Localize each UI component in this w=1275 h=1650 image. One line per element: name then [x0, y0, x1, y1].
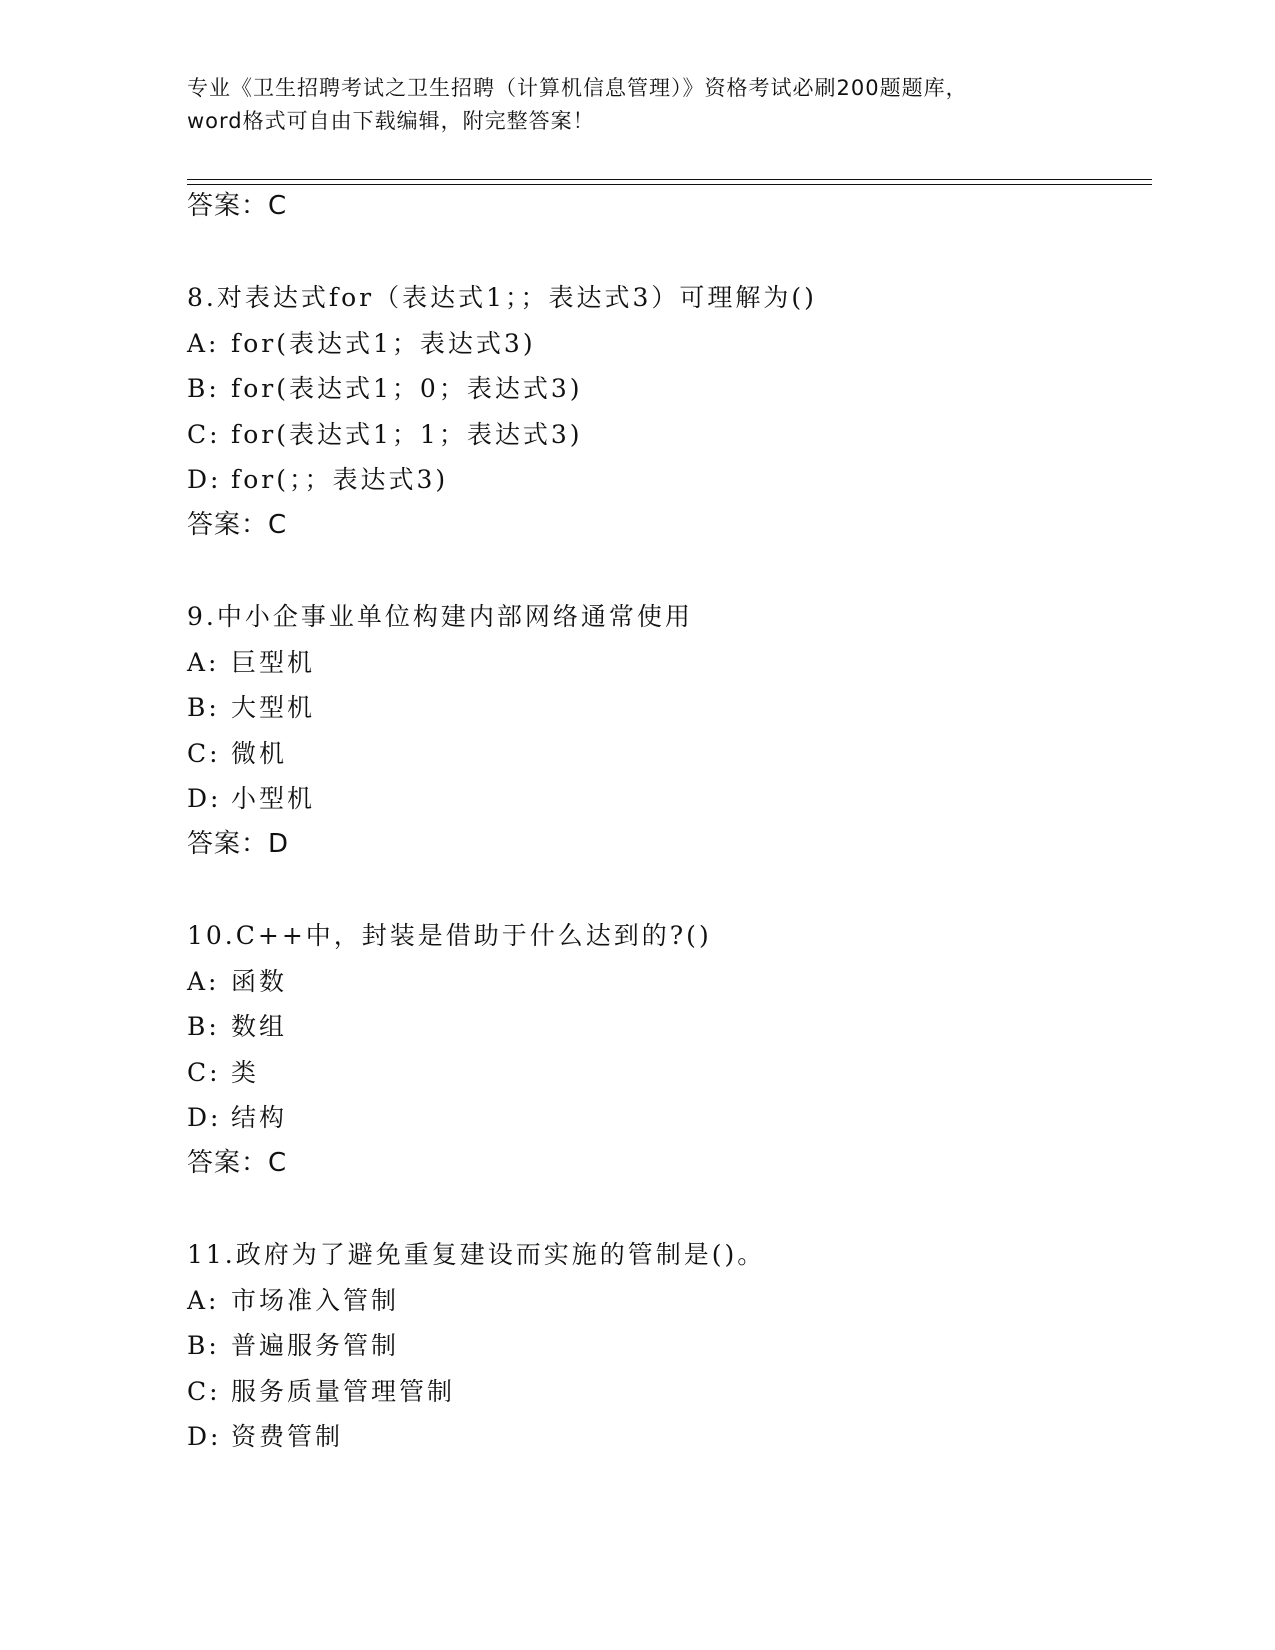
question-10: [187, 913, 1147, 1141]
question-9: [187, 594, 1147, 822]
option-text: 函数: [231, 966, 288, 996]
answer-line: 答案：C: [187, 1148, 288, 1178]
option-letter: D:: [187, 1103, 222, 1132]
option-b: [187, 366, 1147, 412]
question-stem: 8.对表达式for（表达式1；；表达式3）可理解为(): [187, 283, 817, 312]
option-letter: B:: [187, 693, 220, 722]
option-text: for(表达式1；表达式3): [231, 328, 536, 358]
option-text: 资费管制: [231, 1422, 344, 1451]
option-d: [187, 1414, 1147, 1460]
header-line-2: word格式可自由下载编辑，附完整答案！: [187, 109, 595, 133]
option-c: [187, 412, 1147, 458]
option-letter: B:: [187, 1012, 220, 1041]
question-8: [187, 275, 1147, 503]
option-text: 小型机: [231, 784, 316, 813]
question-stem: 11.政府为了避免重复建设而实施的管制是()。: [187, 1240, 766, 1269]
option-letter: B:: [187, 1331, 220, 1360]
option-d: [187, 776, 1147, 822]
option-c: [187, 731, 1147, 777]
question-11: [187, 1232, 1147, 1460]
option-letter: C:: [187, 738, 221, 768]
option-text: 数组: [231, 1012, 288, 1041]
header-line-1: 专业《卫生招聘考试之卫生招聘（计算机信息管理）》资格考试必刷200题题库，: [187, 76, 968, 100]
option-text: for(表达式1；0；表达式3): [231, 374, 583, 403]
option-letter: C:: [187, 1057, 221, 1087]
option-letter: D:: [187, 465, 222, 494]
option-b: [187, 1004, 1147, 1050]
option-text: 类: [231, 1057, 260, 1087]
option-d: [187, 457, 1147, 503]
option-letter: C:: [187, 419, 221, 449]
option-letter: B:: [187, 374, 220, 403]
option-a: [187, 640, 1147, 686]
option-text: 服务质量管理管制: [231, 1376, 456, 1406]
option-a: [187, 321, 1147, 367]
option-text: 微机: [231, 738, 288, 768]
option-letter: D:: [187, 1422, 222, 1451]
option-text: 结构: [231, 1103, 288, 1132]
answer-line: 答案：C: [187, 510, 288, 540]
option-text: for(表达式1；1；表达式3): [231, 419, 583, 449]
question-stem: 9.中小企事业单位构建内部网络通常使用: [187, 602, 693, 631]
option-b: [187, 685, 1147, 731]
option-d: [187, 1095, 1147, 1141]
option-letter: A:: [187, 328, 220, 358]
option-b: [187, 1323, 1147, 1369]
option-text: for(；；表达式3): [231, 465, 449, 494]
option-letter: D:: [187, 784, 222, 813]
option-a: [187, 1278, 1147, 1324]
answer-line: 答案：C: [187, 191, 288, 221]
option-letter: A:: [187, 1285, 220, 1315]
answer-line: 答案：D: [187, 829, 290, 859]
option-c: [187, 1369, 1147, 1415]
document-header: [187, 72, 1087, 138]
header-divider-bottom: [187, 184, 1152, 185]
option-a: [187, 959, 1147, 1005]
option-text: 市场准入管制: [231, 1285, 400, 1315]
option-c: [187, 1050, 1147, 1096]
question-stem: 10.C++中，封装是借助于什么达到的?(): [187, 921, 712, 950]
header-divider-top: [187, 179, 1152, 180]
option-letter: A:: [187, 647, 220, 677]
option-text: 大型机: [231, 693, 316, 722]
option-text: 巨型机: [231, 647, 316, 677]
option-text: 普遍服务管制: [231, 1331, 400, 1360]
option-letter: A:: [187, 966, 220, 996]
option-letter: C:: [187, 1376, 221, 1406]
